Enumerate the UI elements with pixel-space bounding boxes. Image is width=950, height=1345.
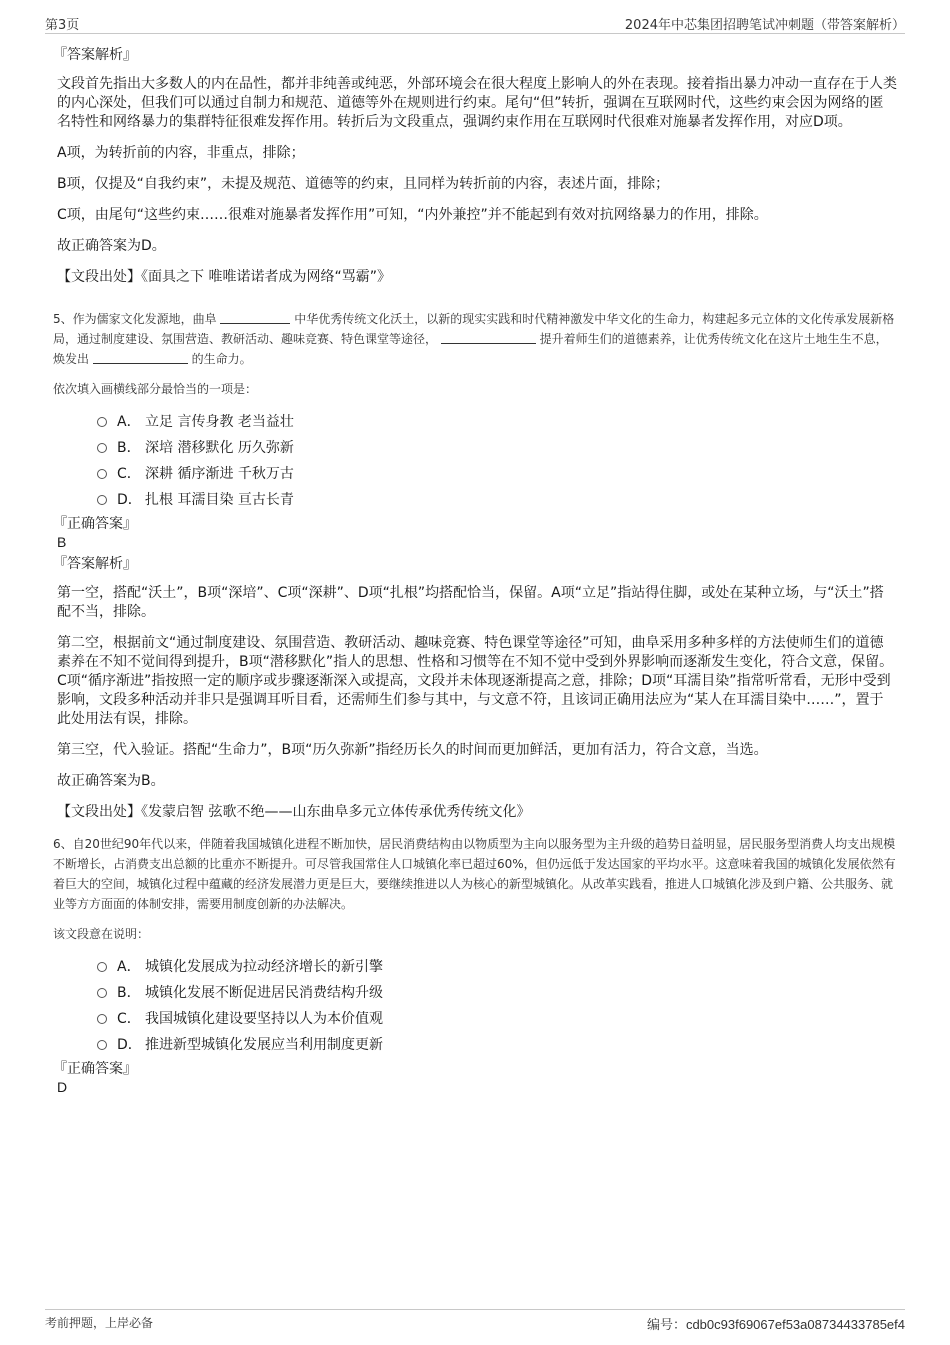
answer-heading: 『正确答案』 <box>53 1061 137 1077</box>
radio-button[interactable] <box>97 495 107 505</box>
source-citation: 【文段出处】《面具之下 唯唯诺诺者成为网络“骂霸”》 <box>57 269 391 285</box>
radio-button[interactable] <box>97 417 107 427</box>
correct-answer: B <box>57 534 67 550</box>
analysis-paragraph: 文段首先指出大多数人的内在品性，都并非纯善或纯恶，外部环境会在很大程度上影响人的外在表现。接着指出暴力冲动一直存在于人类的内心深处，但我们可以通过自制力和规范、道德等外在规则进行约束。尾句“但”转折，强调在互联网时代，这些约束会因为网络的匿名特性和网络暴力的集群特征很难发挥作用。转折后为文段重点，强调约束作用在互联网时代很难对施暴者发挥作用，对应D项。 <box>57 76 897 130</box>
page-footer <box>45 1309 905 1333</box>
option-c[interactable]: C． 我国城镇化建设要坚持以人为本价值观 <box>97 1006 897 1032</box>
radio-button[interactable] <box>97 1014 107 1024</box>
document-code: 编号：cdb0c93f69067ef53a08734433785ef4 <box>646 1317 905 1332</box>
fill-blank <box>220 310 290 324</box>
source-citation: 【文段出处】《发蒙启智 弦歌不绝——山东曲阜多元立体传承优秀传统文化》 <box>57 804 531 820</box>
question-stem: 6、自20世纪90年代以来，伴随着我国城镇化进程不断加快，居民消费结构由以物质型为主向以服务型为主升级的趋势日益明显，居民服务型消费人均支出规模不断增长，占消费支出总额的比重亦不断提升。可尽管我国常住人口城镇化率已超过60%，但仍远低于发达国家的平均水平。这意味着我国的城镇化发展依然有着巨大的空间，城镇化过程中蕴藏的经济发展潜力更是巨大，要继续推进以人为核心的新型城镇化。从改革实践看，推进人口城镇化涉及到户籍、公共服务、就业等方方面面的体制安排，需要用制度创新的办法解决。 <box>53 837 896 911</box>
analysis-paragraph: 第一空，搭配“沃土”，B项“深培”、C项“深耕”、D项“扎根”均搭配恰当，保留。A项“立足”指站得住脚，或处在某种立场，与“沃土”搭配不当，排除。 <box>57 585 884 620</box>
radio-button[interactable] <box>97 962 107 972</box>
analysis-heading: 『答案解析』 <box>53 556 137 572</box>
radio-button[interactable] <box>97 443 107 453</box>
answer-heading: 『正确答案』 <box>53 516 137 532</box>
analysis-paragraph: 故正确答案为B。 <box>57 773 165 789</box>
option-b[interactable]: B． 城镇化发展不断促进居民消费结构升级 <box>97 980 897 1006</box>
analysis-paragraph: 第二空，根据前文“通过制度建设、氛围营造、教研活动、趣味竞赛、特色课堂等途径”可知，曲阜采用多种多样的方法使师生们的道德素养在不知不觉间得到提升，B项“潜移默化”指人的思想、性格和习惯等在不知不觉中受到外界影响而逐渐发生变化，符合文意，保留。C项“循序渐进”指按照一定的顺序或步骤逐渐深入或提高，文段并未体现逐渐提高之意，排除；D项“耳濡目染”指常听常看，无形中受到影响，文段多种活动并非只是强调耳听目看，还需师生们参与其中，与文意不符，且该词正确用法应为“某人在耳濡目染中……”，置于此处用法有误，排除。 <box>57 635 894 727</box>
document-title: 2024年中芯集团招聘笔试冲刺题（带答案解析） <box>624 18 905 33</box>
page-header <box>45 14 905 34</box>
analysis-paragraph: B项，仅提及“自我约束”，未提及规范、道德等的约束，且同样为转折前的内容，表述片面，排除； <box>57 176 670 192</box>
question-prompt: 依次填入画横线部分最恰当的一项是： <box>53 382 258 396</box>
fill-blank <box>441 330 536 344</box>
option-d[interactable]: D． 扎根 耳濡目染 亘古长青 <box>97 487 897 513</box>
option-a[interactable]: A． 城镇化发展成为拉动经济增长的新引擎 <box>97 954 897 980</box>
analysis-paragraph: A项，为转折前的内容，非重点，排除； <box>57 145 305 161</box>
analysis-paragraph: C项，由尾句“这些约束……很难对施暴者发挥作用”可知，“内外兼控”并不能起到有效对抗网络暴力的作用，排除。 <box>57 207 768 223</box>
footer-slogan: 考前押题，上岸必备 <box>45 1316 154 1330</box>
question-prompt: 该文段意在说明： <box>53 927 150 941</box>
option-d[interactable]: D． 推进新型城镇化发展应当利用制度更新 <box>97 1032 897 1058</box>
page-number: 第3页 <box>45 18 80 33</box>
analysis-paragraph: 第三空，代入验证。搭配“生命力”，B项“历久弥新”指经历长久的时间而更加鲜活，更加有活力，符合文意，当选。 <box>57 742 768 758</box>
option-list <box>57 954 897 1058</box>
analysis-paragraph: 故正确答案为D。 <box>57 238 166 254</box>
fill-blank <box>93 350 188 364</box>
option-a[interactable]: A． 立足 言传身教 老当益壮 <box>97 409 897 435</box>
page-content <box>53 46 897 1096</box>
option-c[interactable]: C． 深耕 循序渐进 千秋万古 <box>97 461 897 487</box>
option-list <box>57 409 897 513</box>
question-stem: 5、作为儒家文化发源地，曲阜 中华优秀传统文化沃土，以新的现实实践和时代精神激发中华文化的生命力，构建起多元立体的文化传承发展新格局，通过制度建设、氛围营造、教研活动、趣味竞赛、特色课堂等途径， 提升着师生们的道德素养，让优秀传统文化在这片土地生生不息，焕发出 的生命力。 <box>53 312 895 366</box>
correct-answer: D <box>57 1079 68 1095</box>
analysis-heading: 『答案解析』 <box>53 47 137 63</box>
radio-button[interactable] <box>97 1040 107 1050</box>
radio-button[interactable] <box>97 469 107 479</box>
radio-button[interactable] <box>97 988 107 998</box>
option-b[interactable]: B． 深培 潜移默化 历久弥新 <box>97 435 897 461</box>
